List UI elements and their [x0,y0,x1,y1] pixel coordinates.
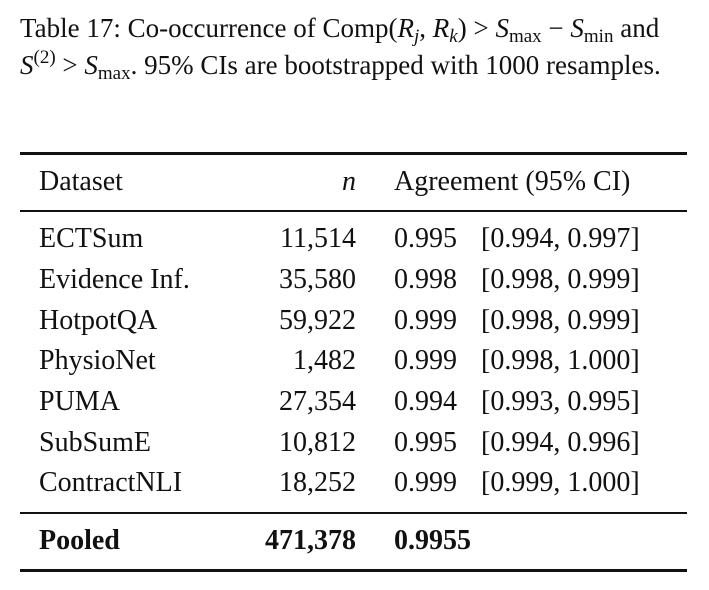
table-caption [20,10,688,84]
caption-comp-arg1-sub: j [414,26,420,47]
table-row [0,219,709,259]
caption-comp-open: ( [388,13,398,43]
caption-comp-fn: Comp [322,13,389,43]
table-header-row [0,162,709,202]
cell-dataset: PUMA [39,386,120,417]
cell-n: 27,354 [279,386,356,417]
cell-dataset: SubSumE [39,427,152,458]
pooled-dataset: Pooled [39,525,120,556]
table-row [0,382,709,422]
cell-ci: [0.994, 0.997] [481,223,640,254]
header-dataset: Dataset [39,166,123,197]
caption-s3: S [20,50,34,80]
caption-comp-arg2: R [432,13,450,43]
table-pooled-rule [20,512,687,514]
table-top-rule [20,152,687,155]
cell-ci: [0.998, 1.000] [481,345,640,376]
cell-dataset: Evidence Inf. [39,264,190,295]
caption-s3-sup: (2) [33,47,56,68]
table-row [0,463,709,503]
cell-dataset: ECTSum [39,223,144,254]
caption-s4-sub: max [97,63,131,84]
cell-agreement: 0.995 [394,427,457,458]
cell-agreement: 0.999 [394,345,457,376]
pooled-n: 471,378 [265,525,356,556]
cell-agreement: 0.999 [394,305,457,336]
table-row [0,341,709,381]
caption-gt2: > [55,50,85,80]
cell-ci: [0.998, 0.999] [481,305,640,336]
caption-text-a: Co-occurrence of [127,13,316,43]
cell-ci: [0.994, 0.996] [481,427,640,458]
cell-agreement: 0.998 [394,264,457,295]
cell-n: 18,252 [279,467,356,498]
caption-s1: S [495,13,509,43]
caption-s2-sub: min [583,26,614,47]
caption-comp-sep: , [419,13,433,43]
cell-n: 1,482 [293,345,356,376]
cell-ci: [0.999, 1.000] [481,467,640,498]
caption-comp-arg1: R [397,13,414,43]
caption-comp-arg2-sub: k [449,26,458,47]
table-row [0,423,709,463]
cell-n: 59,922 [279,305,356,336]
table-row [0,301,709,341]
table-bottom-rule [20,569,687,572]
cell-dataset: PhysioNet [39,345,156,376]
caption-text-c: . 95% CIs are bootstrapped with 1000 resamples. [130,50,661,80]
cell-ci: [0.998, 0.999] [481,264,640,295]
table-header-rule [20,210,687,212]
cell-n: 11,514 [280,223,356,254]
cell-dataset: ContractNLI [39,467,183,498]
cell-ci: [0.993, 0.995] [481,386,640,417]
cell-agreement: 0.994 [394,386,457,417]
cell-agreement: 0.999 [394,467,457,498]
caption-s1-sub: max [508,26,542,47]
table-row [0,260,709,300]
caption-comp-close: ) [457,13,467,43]
header-n: n [342,166,356,197]
cell-n: 35,580 [279,264,356,295]
caption-text-b: and [620,13,660,43]
pooled-agreement: 0.9955 [394,525,471,556]
cell-agreement: 0.995 [394,223,457,254]
cell-dataset: HotpotQA [39,305,158,336]
caption-label: Table 17: [20,13,121,43]
table-pooled-row [0,521,709,561]
caption-s2: S [570,13,584,43]
header-agreement: Agreement (95% CI) [394,166,631,197]
caption-s4: S [84,50,98,80]
cell-n: 10,812 [279,427,356,458]
caption-gt1: > [466,13,496,43]
caption-minus: − [541,13,571,43]
